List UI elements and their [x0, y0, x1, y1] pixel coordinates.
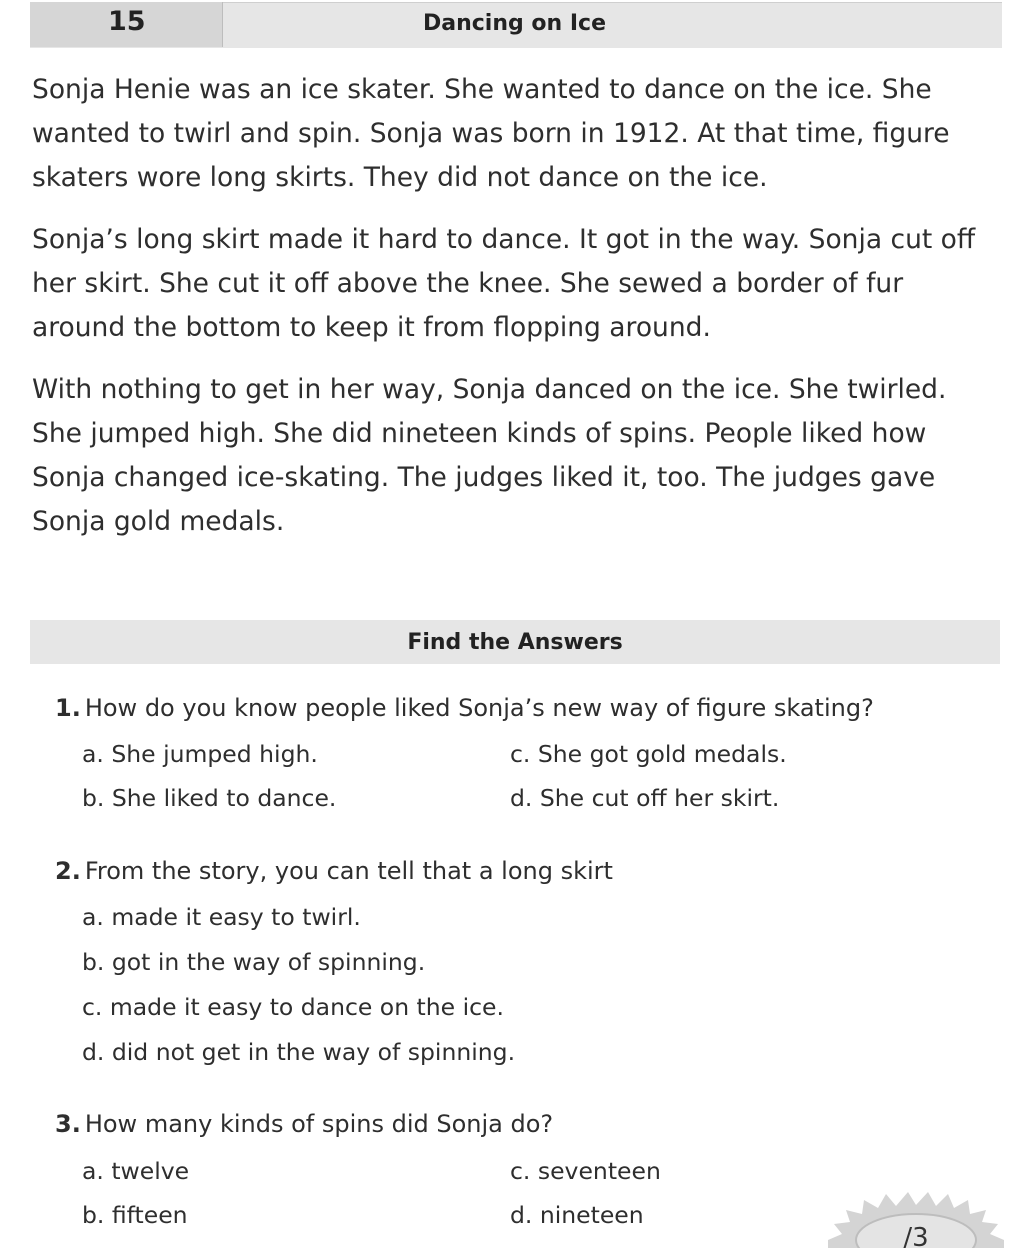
question-number: 2. — [55, 857, 81, 885]
question-2-option-d[interactable]: d. did not get in the way of spinning. — [82, 1038, 516, 1066]
question-text: How many kinds of spins did Sonja do? — [84, 1110, 554, 1138]
question-1 — [55, 694, 874, 722]
question-1-option-c[interactable]: c. She got gold medals. — [510, 740, 787, 768]
story-paragraph-2: Sonja’s long skirt made it hard to dance. It got in the way. Sonja cut off her skirt. She cut it off above the knee. She sewed a border of fur around the bottom to keep it from flopping around. — [32, 224, 976, 343]
question-number: 1. — [55, 694, 81, 722]
question-1-option-b[interactable]: b. She liked to dance. — [82, 784, 337, 812]
question-3 — [55, 1110, 553, 1138]
question-1-option-a[interactable]: a. She jumped high. — [82, 740, 318, 768]
question-text: From the story, you can tell that a long skirt — [84, 857, 613, 885]
lesson-number: 15 — [108, 6, 146, 37]
story-paragraph-1: Sonja Henie was an ice skater. She wanted to dance on the ice. She wanted to twirl and spin. Sonja was born in 1912. At that time, figure skaters wore long skirts. They did not dance on the ice. — [32, 74, 950, 193]
answers-section-title: Find the Answers — [407, 630, 623, 655]
question-text: How do you know people liked Sonja’s new way of figure skating? — [84, 694, 874, 722]
story-title: Dancing on Ice — [422, 11, 606, 36]
score-badge — [828, 1188, 1004, 1248]
question-2-option-a[interactable]: a. made it easy to twirl. — [82, 903, 361, 931]
score-badge-text: /3 — [903, 1223, 929, 1248]
question-2-option-c[interactable]: c. made it easy to dance on the ice. — [82, 993, 504, 1021]
question-3-option-b[interactable]: b. fifteen — [82, 1201, 188, 1229]
question-2 — [55, 857, 613, 885]
question-3-option-a[interactable]: a. twelve — [82, 1157, 190, 1185]
question-3-option-d[interactable]: d. nineteen — [510, 1201, 644, 1229]
question-1-option-d[interactable]: d. She cut off her skirt. — [510, 784, 780, 812]
question-3-option-c[interactable]: c. seventeen — [510, 1157, 661, 1185]
question-number: 3. — [55, 1110, 81, 1138]
story-paragraph-3: With nothing to get in her way, Sonja danced on the ice. She twirled. She jumped high. She did nineteen kinds of spins. People liked how Sonja changed ice-skating. The judges liked it, too. The judges gave Sonja gold medals. — [32, 374, 947, 537]
question-2-option-b[interactable]: b. got in the way of spinning. — [82, 948, 426, 976]
